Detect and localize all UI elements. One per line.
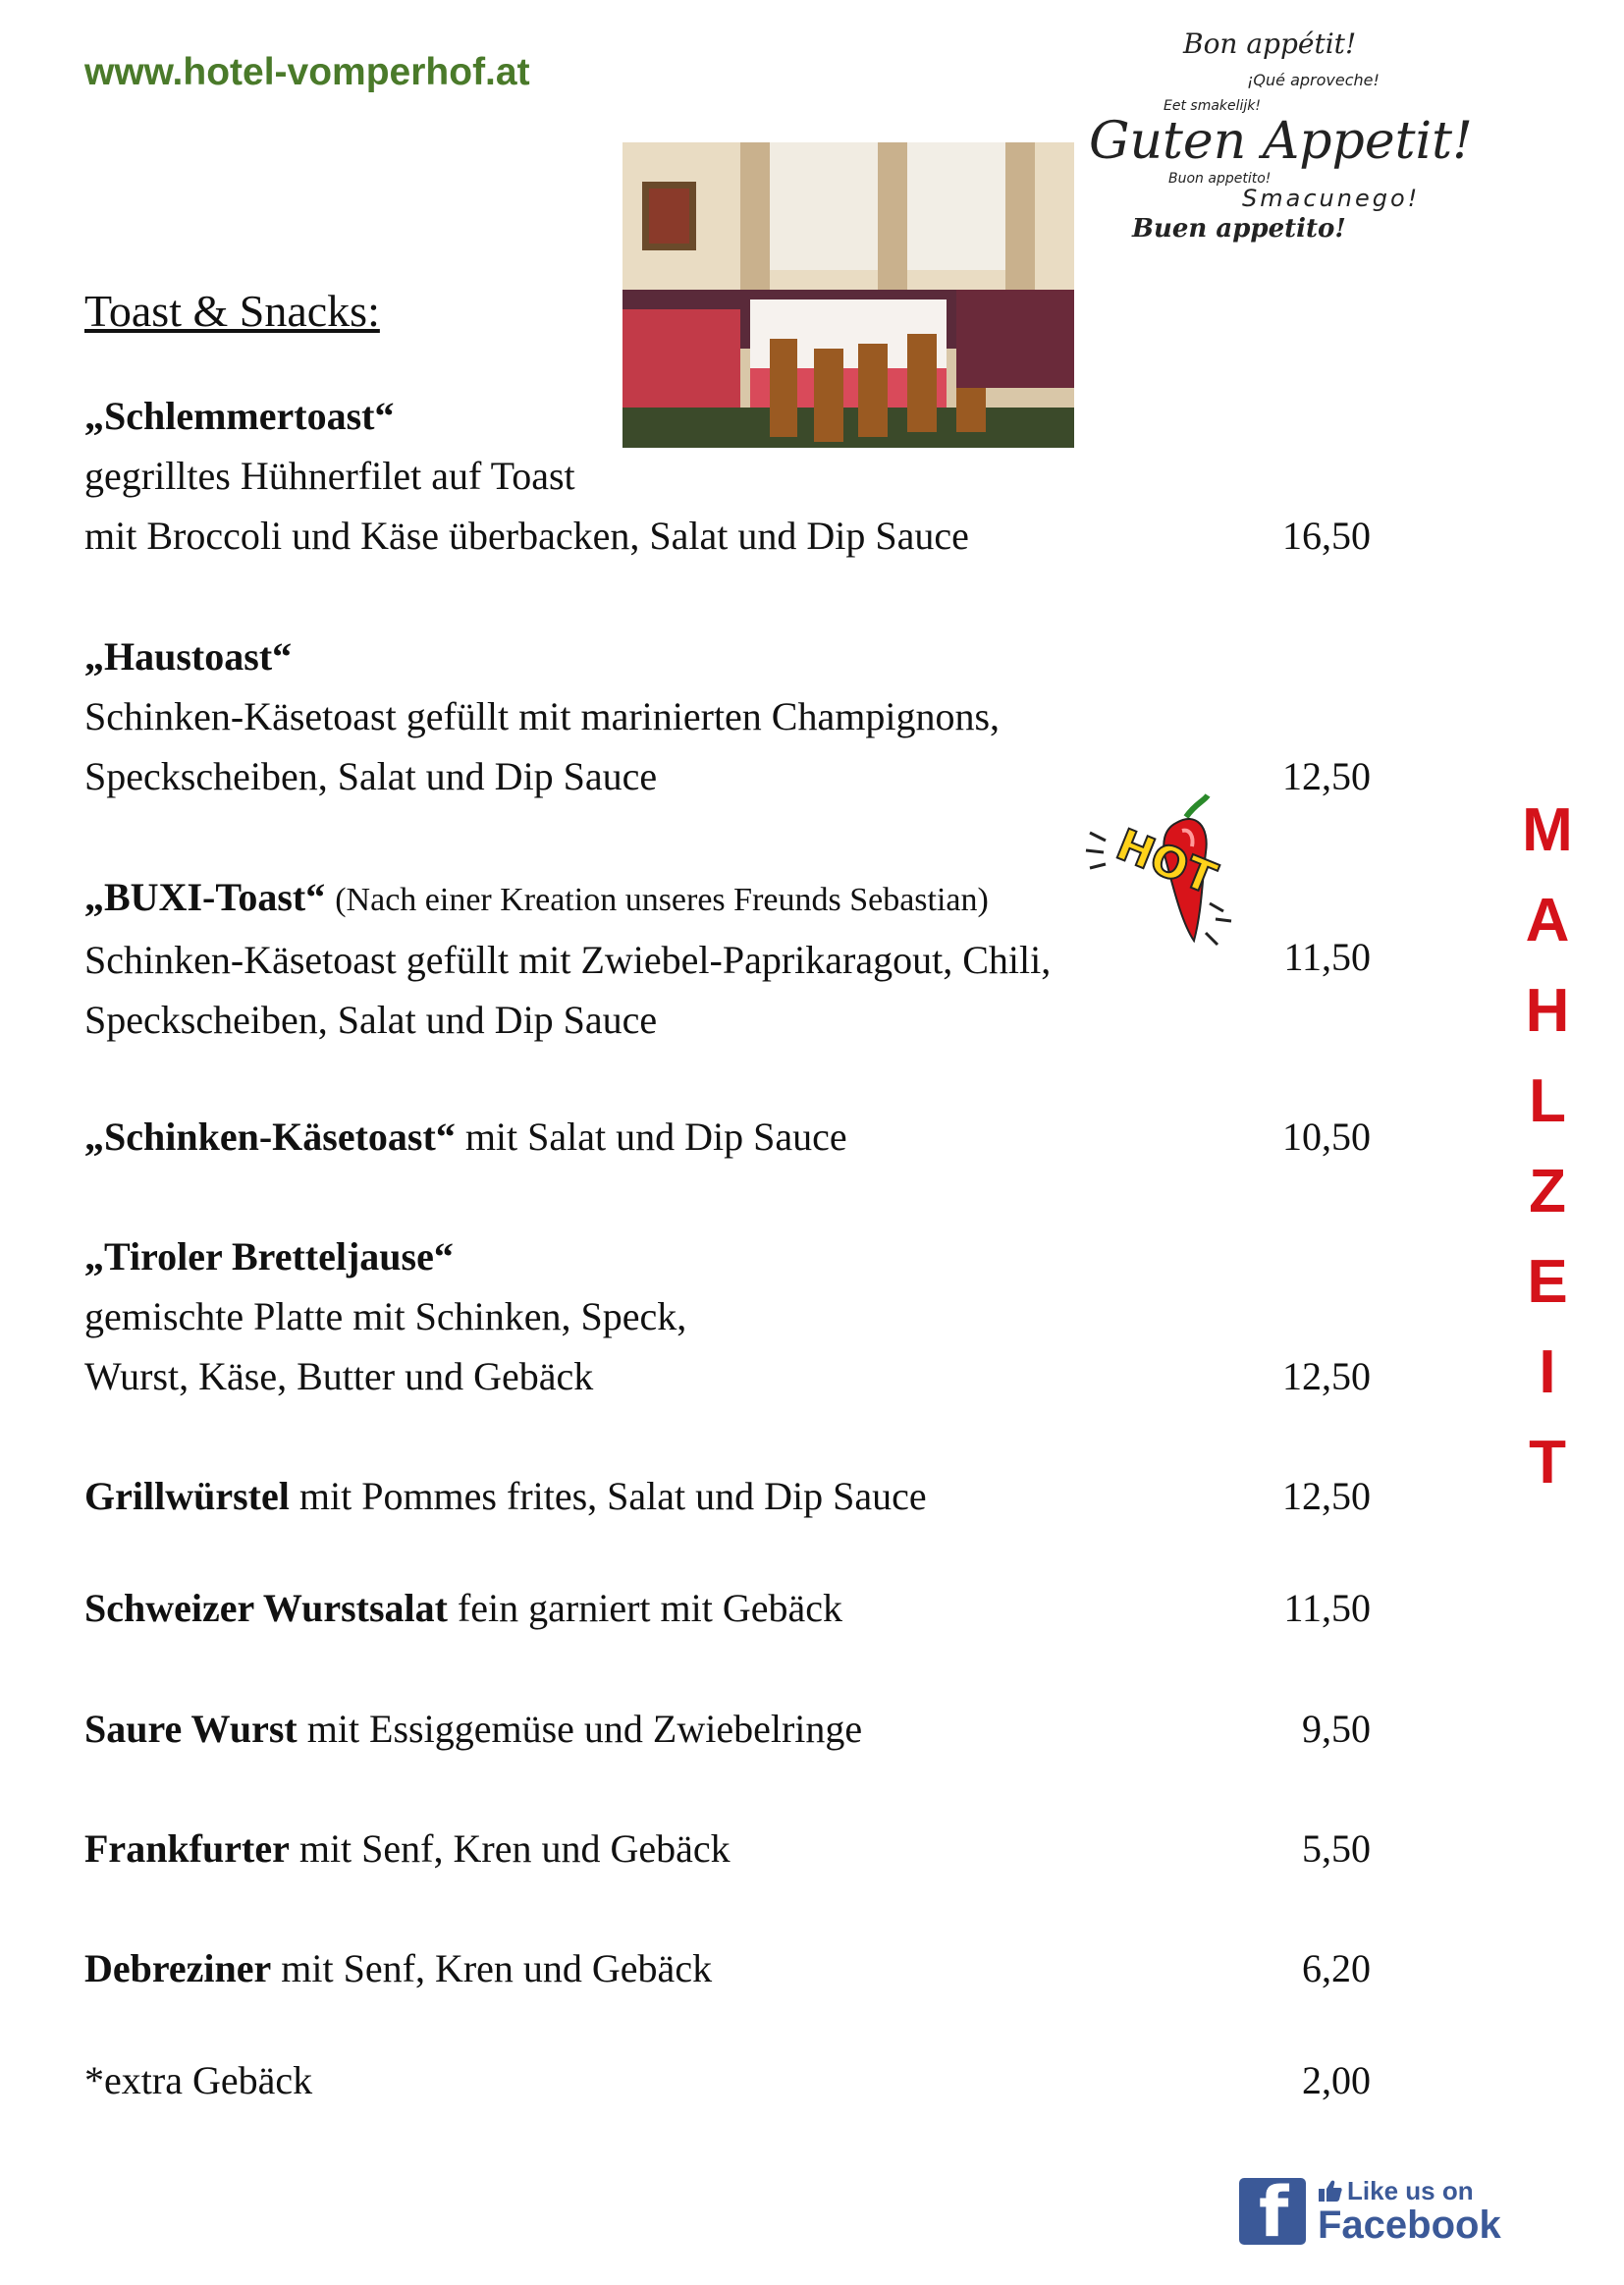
greeting-text: Eet smakelijk! (1164, 98, 1262, 114)
item-price: 6,20 (1302, 1946, 1371, 1990)
menu-item (84, 1107, 1371, 1167)
menu-item (84, 1466, 1371, 1526)
item-price: 11,50 (1283, 1586, 1371, 1630)
item-price: 9,50 (1302, 1707, 1371, 1751)
item-description: mit Salat und Dip Sauce (464, 1115, 847, 1159)
side-letter: H (1525, 977, 1570, 1045)
item-description: gemischte Platte mit Schinken, Speck, (84, 1294, 687, 1338)
section-title: Toast & Snacks: (84, 286, 380, 336)
mahlzeit-vertical-text (1518, 786, 1577, 1508)
facebook-like-button[interactable] (1239, 2172, 1504, 2253)
item-name: „Schinken-Käsetoast“ (84, 1115, 456, 1159)
item-price: 5,50 (1302, 1826, 1371, 1871)
greeting-text: Guten Appetit! (1089, 112, 1473, 171)
menu-item (84, 1819, 1371, 1878)
facebook-like-label: Like us on (1347, 2176, 1474, 2205)
greeting-text: ¡Qué aproveche! (1247, 71, 1380, 89)
item-price: 12,50 (1282, 754, 1371, 798)
hot-badge-text: HOT (1109, 819, 1223, 905)
item-name: Frankfurter (84, 1826, 290, 1871)
item-price: 10,50 (1282, 1115, 1371, 1159)
item-name: Debreziner (84, 1946, 272, 1990)
item-price: 12,50 (1282, 1354, 1371, 1398)
greeting-text: Buen appetito! (1132, 214, 1346, 244)
item-name: „Schlemmertoast“ (84, 394, 395, 438)
item-name: „Tiroler Bretteljause“ (84, 1234, 454, 1279)
item-name: Saure Wurst (84, 1707, 298, 1751)
item-description: Speckscheiben, Salat und Dip Sauce (84, 754, 658, 798)
side-letter: L (1529, 1067, 1566, 1135)
item-name: Schweizer Wurstsalat (84, 1586, 448, 1630)
item-description: mit Essiggemüse und Zwiebelringe (306, 1707, 863, 1751)
item-note: (Nach einer Kreation unseres Freunds Sebastian) (335, 882, 989, 918)
item-description: *extra Gebäck (84, 2058, 313, 2102)
menu-item (84, 1938, 1371, 1998)
side-letter: E (1527, 1248, 1568, 1316)
side-letter: I (1539, 1338, 1556, 1406)
item-name: „BUXI-Toast“ (84, 875, 326, 919)
website-url[interactable]: www.hotel-vomperhof.at (84, 51, 530, 93)
item-price: 12,50 (1282, 1474, 1371, 1518)
greetings-graphic (1085, 27, 1473, 253)
menu-item (84, 386, 1371, 566)
side-letter: T (1529, 1429, 1566, 1496)
item-description: mit Senf, Kren und Gebäck (298, 1826, 731, 1871)
item-description: Wurst, Käse, Butter und Gebäck (84, 1354, 594, 1398)
side-letter: A (1525, 887, 1570, 954)
greeting-text: Smacunego! (1242, 185, 1421, 212)
side-letter: Z (1529, 1158, 1566, 1225)
item-name: „Haustoast“ (84, 634, 293, 679)
thumbs-up-icon (1318, 2179, 1343, 2203)
item-price: 2,00 (1302, 2058, 1371, 2102)
item-description: Schinken-Käsetoast gefüllt mit marinierten Champignons, (84, 694, 1001, 738)
greeting-text: Buon appetito! (1168, 171, 1272, 187)
item-description: Schinken-Käsetoast gefüllt mit Zwiebel-Paprikaragout, Chili, (84, 938, 1052, 982)
item-description: mit Pommes frites, Salat und Dip Sauce (298, 1474, 927, 1518)
item-description: gegrilltes Hühnerfilet auf Toast (84, 454, 575, 498)
item-price: 16,50 (1282, 514, 1371, 558)
menu-item (84, 2050, 1371, 2110)
facebook-label: Facebook (1318, 2203, 1501, 2247)
menu-item (84, 626, 1371, 806)
item-description: fein garniert mit Gebäck (457, 1586, 843, 1630)
greeting-text: Bon appétit! (1183, 27, 1357, 60)
item-name: Grillwürstel (84, 1474, 290, 1518)
menu-item (84, 1578, 1371, 1638)
hot-chili-icon (1080, 793, 1257, 960)
facebook-icon: f (1239, 2178, 1306, 2245)
item-description: Speckscheiben, Salat und Dip Sauce (84, 998, 658, 1042)
item-description: mit Broccoli und Käse überbacken, Salat und Dip Sauce (84, 514, 969, 558)
menu-item (84, 1226, 1371, 1406)
side-letter: M (1522, 796, 1573, 864)
menu-item (84, 1699, 1371, 1759)
item-description: mit Senf, Kren und Gebäck (281, 1946, 713, 1990)
item-price: 11,50 (1283, 935, 1371, 979)
